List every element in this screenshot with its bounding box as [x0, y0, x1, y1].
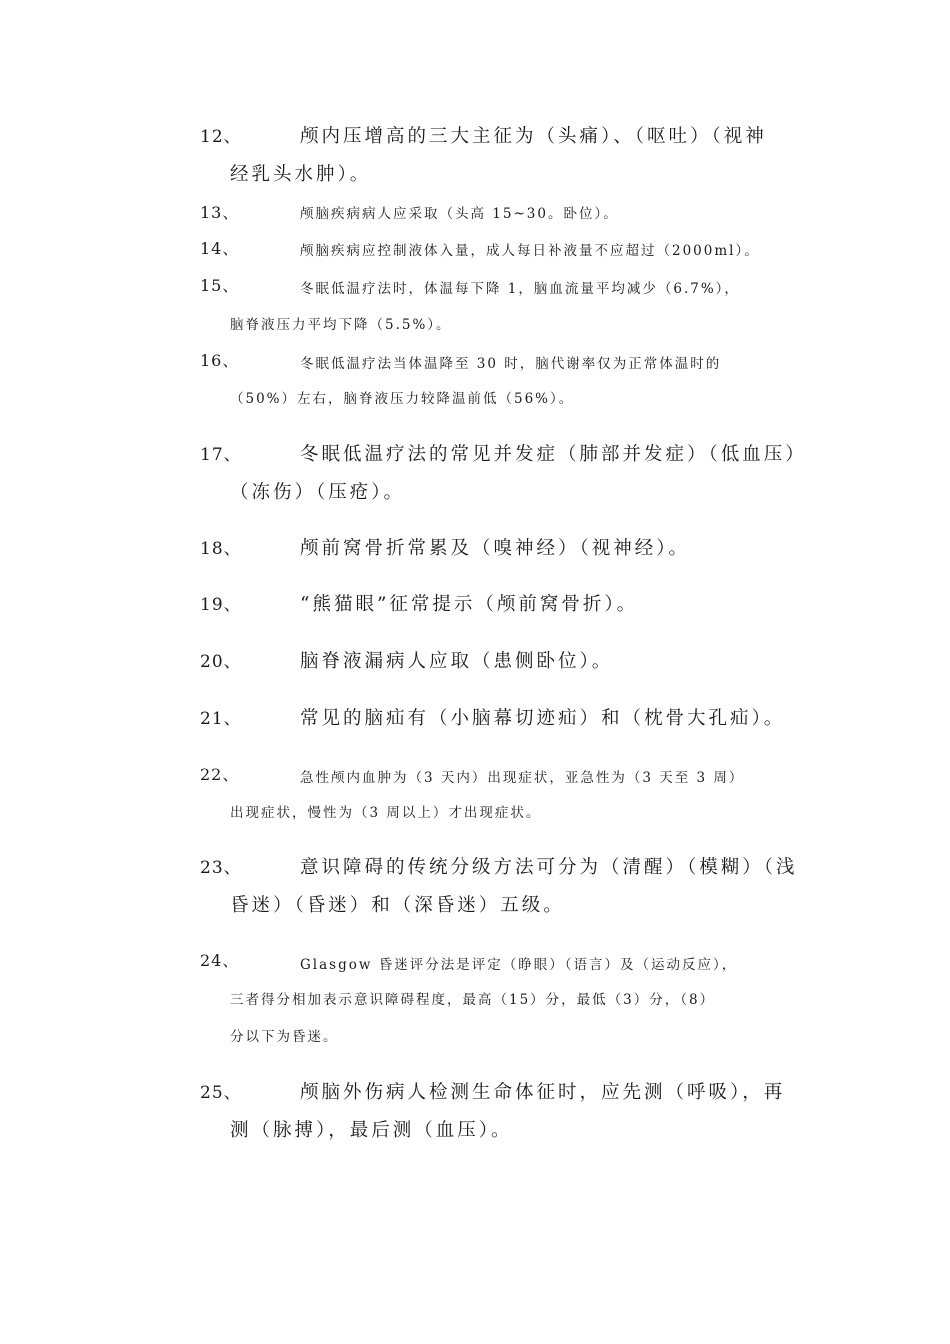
item-number: 18、 — [200, 539, 242, 559]
item-text-line-2: 经乳头水肿）。 — [230, 164, 372, 185]
item-number: 21、 — [200, 709, 242, 729]
item-number: 23、 — [200, 858, 242, 878]
item-number: 20、 — [200, 652, 242, 672]
item-text-line-1: “熊猫眼”征常提示（颅前窝骨折）。 — [300, 594, 639, 615]
item-text-line-2: （冻伤）（压疮）。 — [230, 482, 406, 503]
item-text-line-2: 昏迷）（昏迷）和（深昏迷）五级。 — [230, 895, 565, 916]
item-text-line-1: 颅脑疾病病人应采取（头高 15~30。卧位）。 — [300, 206, 619, 222]
item-number: 14、 — [200, 239, 240, 258]
item-text-line-2: 出现症状，慢性为（3 周以上）才出现症状。 — [230, 805, 542, 821]
item-text-line-1: Glasgow 昏迷评分法是评定（睁眼）（语言）及（运动反应）， — [300, 957, 738, 973]
item-text-line-1: 冬眠低温疗法的常见并发症（肺部并发症）（低血压） — [300, 444, 807, 465]
item-text-line-1: 颅内压增高的三大主征为（头痛）、（呕吐）（视神 — [300, 126, 767, 147]
item-text-line-2: 测（脉搏），最后测（血压）。 — [230, 1120, 513, 1141]
item-number: 16、 — [200, 351, 240, 370]
item-text-line-1: 冬眠低温疗法当体温降至 30 时，脑代谢率仅为正常体温时的 — [300, 356, 722, 372]
item-number: 24、 — [200, 951, 240, 970]
item-text-line-2: 三者得分相加表示意识障碍程度，最高（15）分，最低（3）分，（8） — [230, 992, 716, 1008]
item-number: 19、 — [200, 595, 242, 615]
item-text-line-2: 脑脊液压力平均下降（5.5%）。 — [230, 317, 452, 333]
item-number: 25、 — [200, 1083, 242, 1103]
item-text-line-1: 颅脑疾病应控制液体入量，成人每日补液量不应超过（2000ml）。 — [300, 243, 760, 259]
item-text-line-1: 冬眠低温疗法时，体温每下降 1，脑血流量平均减少（6.7%）， — [300, 281, 740, 297]
item-text-line-1: 脑脊液漏病人应取（患侧卧位）。 — [300, 651, 614, 672]
item-number: 12、 — [200, 127, 242, 147]
item-number: 15、 — [200, 276, 240, 295]
item-text-line-1: 常见的脑疝有（小脑幕切迹疝）和（枕骨大孔疝）。 — [300, 708, 786, 729]
item-text-line-3: 分以下为昏迷。 — [230, 1029, 339, 1045]
item-text-line-1: 急性颅内血肿为（3 天内）出现症状，亚急性为（3 天至 3 周） — [300, 770, 745, 786]
item-text-line-2: （50%）左右，脑脊液压力较降温前低（56%）。 — [230, 391, 575, 407]
item-text-line-1: 颅脑外伤病人检测生命体征时，应先测（呼吸），再 — [300, 1082, 786, 1103]
item-number: 22、 — [200, 765, 240, 784]
item-text-line-1: 意识障碍的传统分级方法可分为（清醒）（模糊）（浅 — [300, 857, 798, 878]
item-text-line-1: 颅前窝骨折常累及（嗅神经）（视神经）。 — [300, 538, 691, 559]
item-number: 17、 — [200, 445, 242, 465]
item-number: 13、 — [200, 203, 240, 222]
